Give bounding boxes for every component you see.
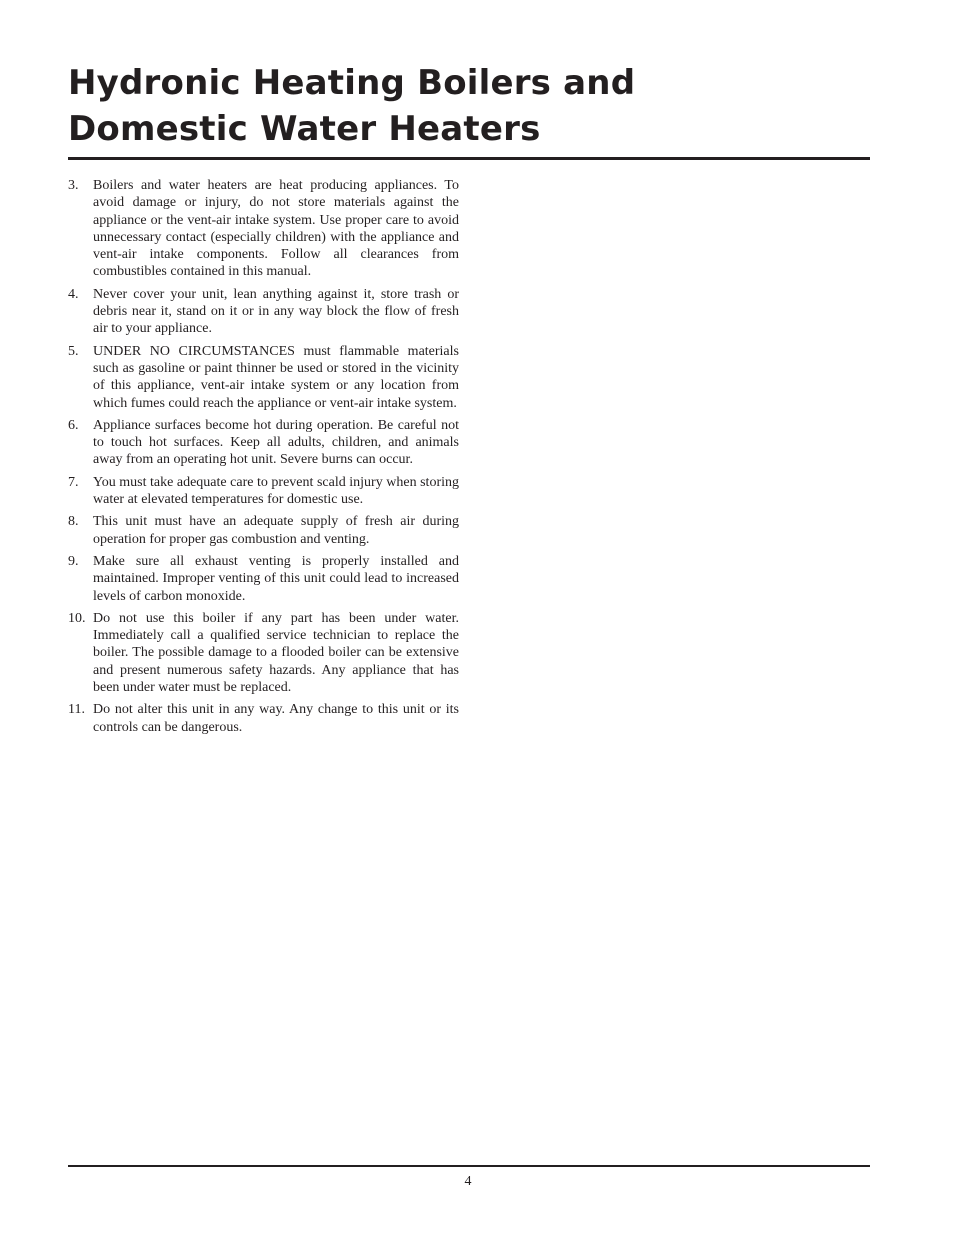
list-item bbox=[68, 513, 459, 548]
title-divider bbox=[68, 157, 870, 160]
list-item-number: 6. bbox=[68, 417, 79, 433]
list-item-number: 3. bbox=[68, 178, 79, 193]
page-title bbox=[68, 60, 868, 152]
list-item-text: Do not alter this unit in any way. Any change to this unit or its controls can be dangerous. bbox=[93, 702, 459, 735]
list-item bbox=[68, 610, 459, 696]
page-title-line-1: Hydronic Heating Boilers and bbox=[68, 63, 636, 103]
list-item-number: 10. bbox=[68, 610, 86, 626]
list-item bbox=[68, 286, 459, 338]
list-item-text: This unit must have an adequate supply of fresh air during operation for proper gas combustion and venting. bbox=[93, 514, 459, 547]
safety-list bbox=[68, 177, 459, 741]
page-number: 4 bbox=[464, 1174, 472, 1189]
list-item-number: 7. bbox=[68, 474, 79, 490]
list-item-text: Boilers and water heaters are heat producing appliances. To avoid damage or injury, do not store materials against the appliance or the vent-air intake system. Use proper care to avoid unnecessary contact (especially children) with the appliance and vent-air intake components. Follow all clearances from combustibles contained in this manual. bbox=[93, 178, 459, 280]
list-item-number: 11. bbox=[68, 702, 85, 718]
list-item-number: 5. bbox=[68, 343, 79, 359]
list-item-text: Appliance surfaces become hot during operation. Be careful not to touch hot surfaces. Keep all adults, children, and animals away from an operating hot unit. Severe burns can occur. bbox=[93, 417, 459, 468]
list-item bbox=[68, 343, 459, 412]
list-item-number: 9. bbox=[68, 553, 79, 569]
list-item-text: Do not use this boiler if any part has been under water. Immediately call a qualified service technician to replace the boiler. The possible damage to a flooded boiler can be extensive and present numerous safety hazards. Any appliance that has been under water must be replaced. bbox=[93, 610, 459, 696]
list-item bbox=[68, 417, 459, 469]
list-item-text: Never cover your unit, lean anything against it, store trash or debris near it, stand on it or in any way block the flow of fresh air to your appliance. bbox=[93, 286, 459, 337]
list-item bbox=[68, 553, 459, 605]
list-item-number: 8. bbox=[68, 514, 79, 530]
list-item-text: Make sure all exhaust venting is properly installed and maintained. Improper venting of this unit could lead to increased levels of carbon monoxide. bbox=[93, 553, 459, 604]
page-title-line-2: Domestic Water Heaters bbox=[68, 109, 541, 149]
list-item bbox=[68, 177, 459, 281]
footer-divider bbox=[68, 1165, 870, 1167]
list-item bbox=[68, 701, 459, 736]
list-item-text: UNDER NO CIRCUMSTANCES must flammable materials such as gasoline or paint thinner be used or stored in the vicinity of this appliance, vent-air intake system or any location from which fumes could reach the appliance or vent-air intake system. bbox=[93, 343, 459, 411]
list-item-text: You must take adequate care to prevent scald injury when storing water at elevated temperatures for domestic use. bbox=[93, 474, 459, 508]
list-item bbox=[68, 474, 459, 509]
list-item-number: 4. bbox=[68, 286, 79, 302]
